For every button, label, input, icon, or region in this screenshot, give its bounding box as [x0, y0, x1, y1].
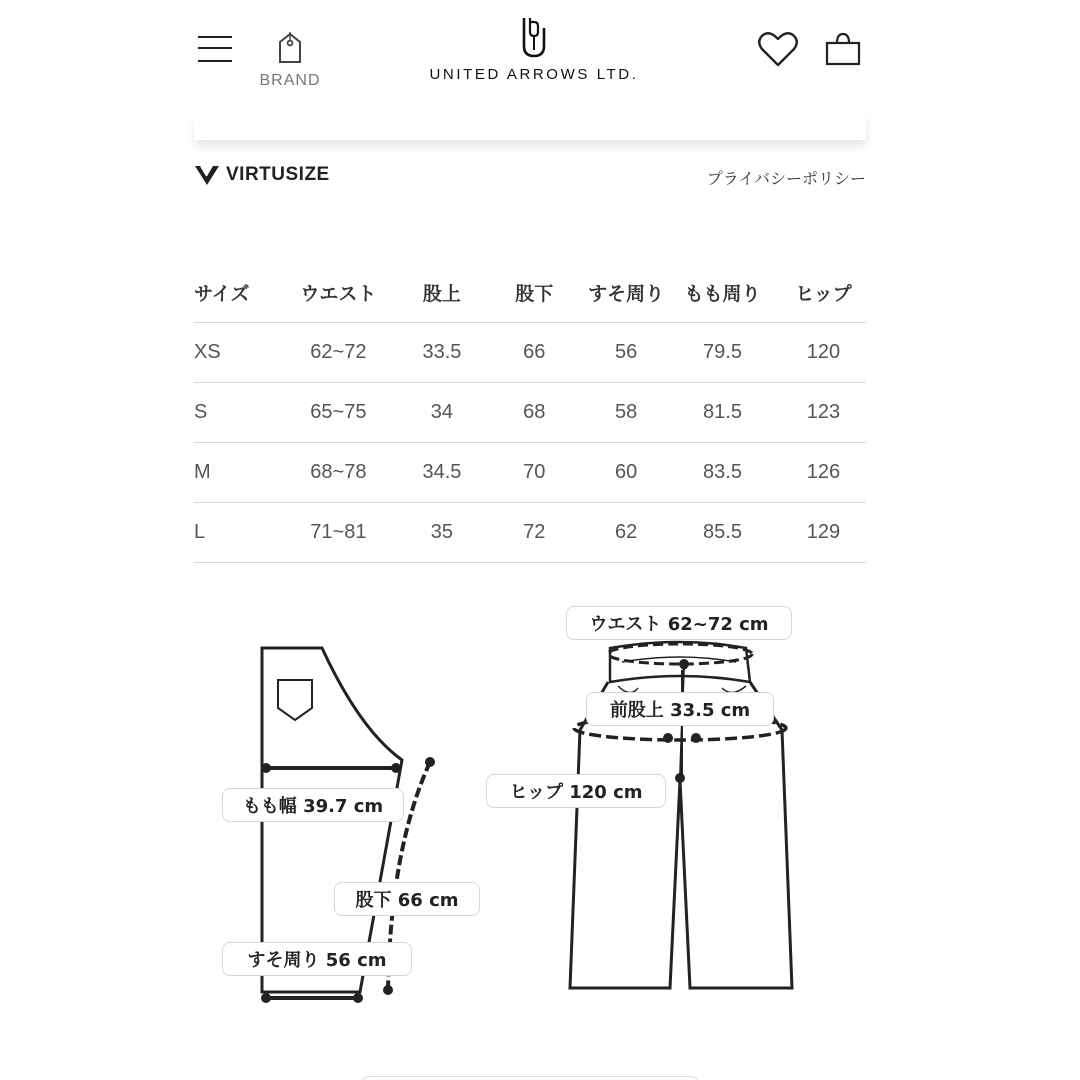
header-waist: ウエスト	[273, 264, 403, 322]
header-thigh: もも周り	[664, 264, 781, 322]
size-table	[194, 264, 866, 563]
virtusize-v-icon	[194, 164, 220, 186]
cell-hip: 129	[781, 502, 866, 562]
cell-hem: 60	[588, 442, 664, 502]
header-hip: ヒップ	[781, 264, 866, 322]
inseam-label: 股下 66 cm	[334, 882, 480, 916]
virtusize-logo[interactable]	[194, 162, 330, 188]
cell-inseam: 70	[480, 442, 588, 502]
virtusize-text: VIRTUSIZE	[226, 164, 330, 185]
shopping-bag-icon[interactable]	[824, 31, 862, 67]
table-row	[194, 322, 866, 382]
cell-thigh: 79.5	[664, 322, 781, 382]
cell-hip: 126	[781, 442, 866, 502]
cell-hip: 123	[781, 382, 866, 442]
cell-rise: 34.5	[404, 442, 481, 502]
cell-hem: 58	[588, 382, 664, 442]
cell-thigh: 85.5	[664, 502, 781, 562]
brand-label: BRAND	[259, 72, 321, 89]
cell-rise: 33.5	[404, 322, 481, 382]
hip-label: ヒップ 120 cm	[486, 774, 666, 808]
cell-size: XS	[194, 322, 273, 382]
front-rise-label: 前股上 33.5 cm	[586, 692, 774, 726]
cell-waist: 71~81	[273, 502, 403, 562]
hem-label: すそ周り 56 cm	[222, 942, 412, 976]
cell-rise: 34	[404, 382, 481, 442]
header-size: サイズ	[194, 264, 273, 322]
header-hem: すそ周り	[588, 264, 664, 322]
cell-thigh: 83.5	[664, 442, 781, 502]
thigh-width-label: もも幅 39.7 cm	[222, 788, 404, 822]
heart-icon[interactable]	[757, 30, 799, 68]
cell-waist: 65~75	[273, 382, 403, 442]
cell-inseam: 66	[480, 322, 588, 382]
cell-hip: 120	[781, 322, 866, 382]
hamburger-menu-icon[interactable]	[198, 34, 232, 64]
cell-hem: 56	[588, 322, 664, 382]
cell-hem: 62	[588, 502, 664, 562]
cell-waist: 62~72	[273, 322, 403, 382]
header-inseam: 股下	[480, 264, 588, 322]
cell-rise: 35	[404, 502, 481, 562]
site-logo[interactable]	[410, 16, 658, 83]
table-header-row	[194, 264, 866, 322]
cell-waist: 68~78	[273, 442, 403, 502]
cell-size: L	[194, 502, 273, 562]
cell-size: M	[194, 442, 273, 502]
bottom-button-edge[interactable]	[360, 1076, 700, 1080]
cell-inseam: 72	[480, 502, 588, 562]
site-header	[0, 0, 1080, 114]
size-widget-card	[194, 114, 866, 140]
brand-button[interactable]	[254, 30, 326, 90]
cell-inseam: 68	[480, 382, 588, 442]
logo-mark-icon	[520, 16, 548, 58]
brand-tag-icon	[274, 30, 306, 66]
table-row	[194, 442, 866, 502]
waist-label: ウエスト 62~72 cm	[566, 606, 792, 640]
table-row	[194, 382, 866, 442]
table-row	[194, 502, 866, 562]
header-rise: 股上	[404, 264, 481, 322]
logo-text: UNITED ARROWS LTD.	[429, 66, 639, 83]
privacy-policy-link[interactable]: プライバシーポリシー	[706, 169, 866, 188]
cell-size: S	[194, 382, 273, 442]
cell-thigh: 81.5	[664, 382, 781, 442]
